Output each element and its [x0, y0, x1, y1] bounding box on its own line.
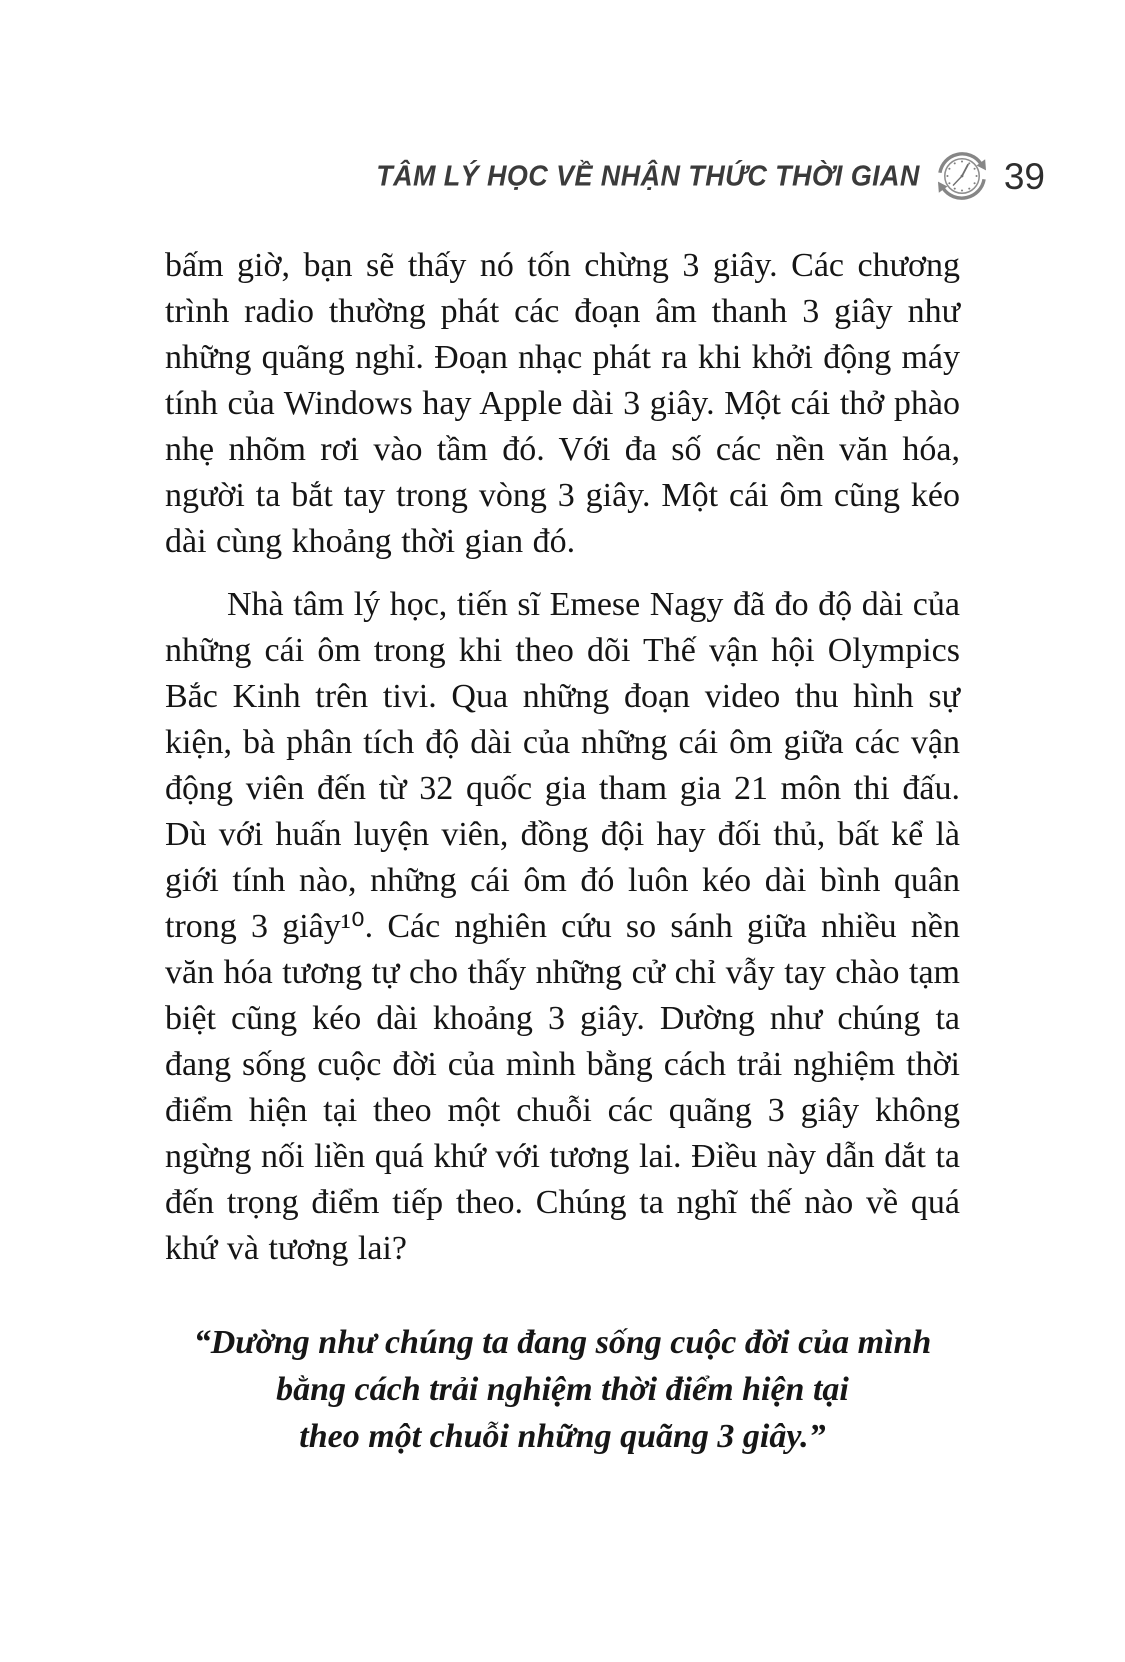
page-number: 39 — [1003, 155, 1045, 197]
running-header — [376, 148, 1045, 204]
quote-line: theo một chuỗi những quãng 3 giây.” — [299, 1418, 826, 1455]
paragraph: Nhà tâm lý học, tiến sĩ Emese Nagy đã đo độ dài của những cái ôm trong khi theo dõi Thế vận hội Olympics Bắc Kinh trên tivi. Qua những đoạn video thu hình sự kiện, bà phân tích độ dài của những cái ôm giữa các vận động viên đến từ 32 quốc gia tham gia 21 môn thi đấu. Dù với huấn luyện viên, đồng đội hay đối thủ, bất kể là giới tính nào, những cái ôm đó luôn kéo dài bình quân trong 3 giây¹⁰. Các nghiên cứu so sánh giữa nhiều nền văn hóa tương tự cho thấy những cử chỉ vẫy tay chào tạm biệt cũng kéo dài khoảng 3 giây. Dường như chúng ta đang sống cuộc đời của mình bằng cách trải nghiệm thời điểm hiện tại theo một chuỗi các quãng 3 giây không ngừng nối liền quá khứ với tương lai. Điều này dẫn dắt ta đến trọng điểm tiếp theo. Chúng ta nghĩ thế nào về quá khứ và tương lai? — [165, 586, 960, 1267]
quote-line: “Dường như chúng ta đang sống cuộc đời của mình — [193, 1324, 932, 1361]
paragraph: bấm giờ, bạn sẽ thấy nó tốn chừng 3 giây. Các chương trình radio thường phát các đoạn âm thanh 3 giây như những quãng nghỉ. Đoạn nhạc phát ra khi khởi động máy tính của Windows hay Apple dài 3 giây. Một cái thở phào nhẹ nhõm rơi vào tầm đó. Với đa số các nền văn hóa, người ta bắt tay trong vòng 3 giây. Một cái ôm cũng kéo dài cùng khoảng thời gian đó. — [165, 247, 960, 560]
page-body — [165, 243, 960, 1460]
pull-quote — [165, 1319, 960, 1460]
clock-icon — [934, 148, 990, 204]
chapter-title: TÂM LÝ HỌC VỀ NHẬN THỨC THỜI GIAN — [376, 159, 920, 192]
quote-line: bằng cách trải nghiệm thời điểm hiện tại — [276, 1371, 849, 1408]
